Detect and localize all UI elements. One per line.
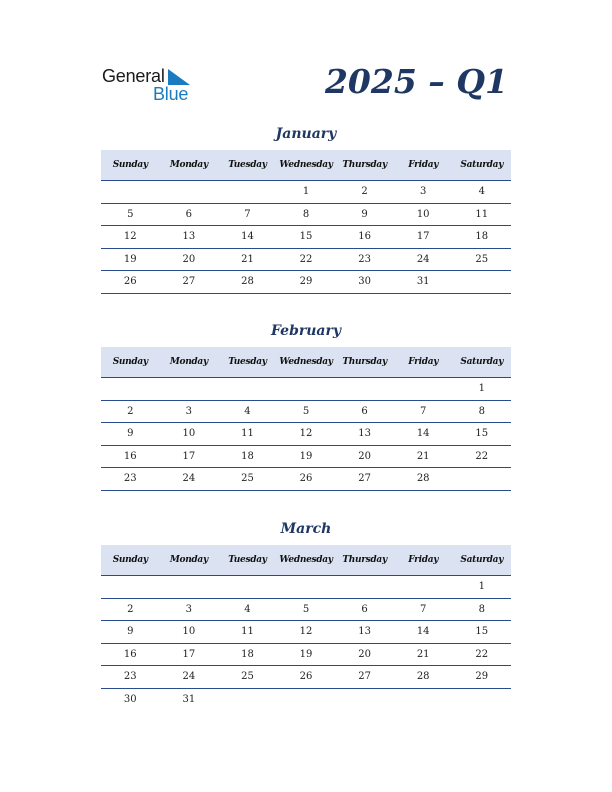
weekday-wednesday: Wednesday bbox=[279, 160, 333, 170]
weekday-friday: Friday bbox=[408, 160, 439, 170]
day-cell bbox=[335, 689, 394, 711]
day-cell bbox=[394, 576, 453, 598]
day-cell: 19 bbox=[299, 648, 313, 660]
day-cell: 17 bbox=[416, 231, 430, 242]
weeks bbox=[101, 181, 511, 294]
day-cell: 4 bbox=[478, 186, 485, 197]
day-cell: 19 bbox=[299, 450, 313, 462]
week-row bbox=[101, 576, 511, 599]
day-cell: 12 bbox=[123, 231, 137, 242]
day-cell bbox=[394, 689, 453, 711]
weekday-tuesday: Tuesday bbox=[228, 160, 267, 170]
day-cell: 14 bbox=[241, 231, 254, 242]
day-cell: 15 bbox=[299, 231, 313, 242]
day-cell: 13 bbox=[358, 428, 371, 439]
day-cell: 25 bbox=[241, 473, 254, 484]
week-row bbox=[101, 401, 511, 424]
day-cell: 22 bbox=[475, 450, 489, 462]
day-cell: 5 bbox=[302, 405, 310, 417]
day-cell: 10 bbox=[416, 208, 430, 220]
day-cell: 21 bbox=[416, 450, 430, 462]
day-cell: 30 bbox=[358, 276, 371, 287]
day-cell: 24 bbox=[416, 253, 430, 265]
day-cell: 13 bbox=[358, 626, 371, 637]
day-cell bbox=[218, 576, 277, 598]
day-cell: 2 bbox=[127, 405, 134, 417]
weekday-wednesday: Wednesday bbox=[279, 357, 333, 367]
logo-flag-icon bbox=[168, 69, 190, 85]
month-name: February bbox=[270, 323, 341, 339]
week-row bbox=[101, 271, 511, 294]
week-row bbox=[101, 621, 511, 644]
day-cell: 19 bbox=[123, 253, 137, 265]
weekday-thursday: Thursday bbox=[342, 555, 387, 565]
day-cell: 27 bbox=[182, 276, 196, 287]
day-cell: 21 bbox=[241, 253, 254, 265]
day-cell bbox=[101, 576, 160, 598]
day-cell: 18 bbox=[241, 648, 254, 660]
day-cell: 12 bbox=[299, 626, 313, 637]
week-row bbox=[101, 378, 511, 401]
day-cell: 22 bbox=[299, 253, 313, 265]
week-row bbox=[101, 249, 511, 272]
week-row bbox=[101, 204, 511, 227]
day-cell: 5 bbox=[302, 603, 310, 615]
day-cell: 28 bbox=[416, 473, 430, 484]
day-cell: 8 bbox=[302, 208, 310, 220]
day-cell: 12 bbox=[299, 428, 313, 439]
weekday-sunday: Sunday bbox=[112, 160, 148, 170]
day-cell: 10 bbox=[182, 626, 196, 637]
day-cell: 1 bbox=[478, 581, 485, 592]
day-cell: 1 bbox=[478, 383, 485, 394]
day-cell: 13 bbox=[182, 231, 196, 242]
day-cell: 20 bbox=[358, 450, 371, 462]
day-cell bbox=[394, 378, 453, 400]
week-row bbox=[101, 226, 511, 249]
day-cell: 4 bbox=[244, 603, 251, 615]
day-cell: 23 bbox=[123, 473, 137, 484]
logo-general-text: General bbox=[102, 66, 165, 86]
day-cell: 18 bbox=[241, 450, 254, 462]
day-cell: 6 bbox=[185, 208, 193, 220]
day-cell bbox=[277, 689, 336, 711]
day-cell: 31 bbox=[416, 276, 430, 287]
weekday-thursday: Thursday bbox=[342, 357, 387, 367]
day-cell: 28 bbox=[241, 276, 254, 287]
day-cell: 17 bbox=[182, 450, 196, 462]
day-cell: 10 bbox=[182, 428, 196, 439]
day-cell: 27 bbox=[358, 671, 371, 682]
day-cell: 3 bbox=[419, 186, 427, 197]
weekday-saturday: Saturday bbox=[460, 160, 504, 170]
day-cell bbox=[101, 181, 160, 203]
day-cell bbox=[218, 378, 277, 400]
day-cell bbox=[452, 689, 511, 711]
month-february bbox=[101, 320, 511, 491]
weekday-thursday: Thursday bbox=[342, 160, 387, 170]
day-cell: 28 bbox=[416, 671, 430, 682]
weekday-monday: Monday bbox=[169, 357, 208, 367]
day-cell bbox=[101, 378, 160, 400]
day-cell: 22 bbox=[475, 648, 489, 660]
day-cell: 6 bbox=[361, 603, 368, 615]
day-cell: 8 bbox=[478, 603, 485, 615]
day-cell bbox=[160, 378, 219, 400]
day-cell: 4 bbox=[244, 405, 251, 417]
week-row bbox=[101, 181, 511, 204]
day-cell: 11 bbox=[475, 208, 489, 220]
day-cell: 24 bbox=[182, 473, 196, 484]
weekday-tuesday: Tuesday bbox=[228, 357, 267, 367]
day-cell: 21 bbox=[416, 648, 430, 660]
day-cell: 2 bbox=[361, 186, 368, 197]
day-cell bbox=[277, 378, 336, 400]
day-cell bbox=[335, 576, 394, 598]
day-cell: 7 bbox=[244, 208, 251, 220]
week-row bbox=[101, 468, 511, 491]
week-row bbox=[101, 423, 511, 446]
weekday-header bbox=[101, 545, 511, 576]
weekday-header bbox=[101, 347, 511, 378]
day-cell: 30 bbox=[123, 693, 137, 705]
weekday-sunday: Sunday bbox=[112, 555, 148, 565]
day-cell: 24 bbox=[182, 671, 196, 682]
month-january bbox=[101, 123, 511, 294]
day-cell: 14 bbox=[416, 428, 430, 439]
day-cell: 11 bbox=[241, 626, 254, 637]
day-cell: 9 bbox=[127, 428, 134, 439]
weekday-wednesday: Wednesday bbox=[279, 555, 333, 565]
day-cell: 16 bbox=[358, 231, 371, 242]
day-cell: 26 bbox=[299, 671, 313, 682]
week-row bbox=[101, 446, 511, 469]
day-cell: 9 bbox=[127, 626, 134, 637]
week-row bbox=[101, 689, 511, 711]
day-cell: 8 bbox=[478, 405, 485, 417]
day-cell bbox=[452, 271, 511, 293]
day-cell: 26 bbox=[299, 473, 313, 484]
logo-blue-text: Blue bbox=[153, 84, 189, 104]
day-cell: 16 bbox=[123, 450, 137, 462]
weekday-tuesday: Tuesday bbox=[228, 555, 267, 565]
day-cell bbox=[452, 468, 511, 490]
day-cell: 9 bbox=[361, 208, 368, 220]
day-cell: 23 bbox=[123, 671, 137, 682]
weekday-header bbox=[101, 150, 511, 181]
weekday-saturday: Saturday bbox=[460, 357, 504, 367]
day-cell: 20 bbox=[182, 253, 196, 265]
weekday-sunday: Sunday bbox=[112, 357, 148, 367]
day-cell bbox=[335, 378, 394, 400]
day-cell: 3 bbox=[185, 603, 193, 615]
day-cell: 31 bbox=[182, 693, 196, 705]
logo bbox=[102, 66, 202, 106]
page-title: 2025 – Q1 bbox=[324, 62, 508, 101]
day-cell: 18 bbox=[475, 231, 489, 242]
day-cell: 26 bbox=[123, 276, 137, 287]
day-cell: 3 bbox=[185, 405, 193, 417]
weekday-monday: Monday bbox=[169, 160, 208, 170]
week-row bbox=[101, 644, 511, 667]
month-march bbox=[101, 518, 511, 710]
day-cell: 23 bbox=[358, 253, 371, 265]
day-cell: 2 bbox=[127, 603, 134, 615]
day-cell: 11 bbox=[241, 428, 254, 439]
day-cell: 15 bbox=[475, 626, 489, 637]
day-cell bbox=[277, 576, 336, 598]
weekday-friday: Friday bbox=[408, 555, 439, 565]
day-cell: 6 bbox=[361, 405, 368, 417]
day-cell: 7 bbox=[419, 405, 427, 417]
weekday-saturday: Saturday bbox=[460, 555, 504, 565]
weeks bbox=[101, 378, 511, 491]
day-cell: 17 bbox=[182, 648, 196, 660]
weekday-friday: Friday bbox=[408, 357, 439, 367]
weekday-monday: Monday bbox=[169, 555, 208, 565]
day-cell bbox=[218, 181, 277, 203]
weeks bbox=[101, 576, 511, 710]
day-cell bbox=[160, 181, 219, 203]
day-cell: 16 bbox=[123, 648, 137, 660]
day-cell: 1 bbox=[302, 186, 310, 197]
week-row bbox=[101, 599, 511, 622]
month-name: March bbox=[280, 521, 332, 537]
day-cell: 14 bbox=[416, 626, 430, 637]
day-cell: 29 bbox=[475, 671, 489, 682]
day-cell: 20 bbox=[358, 648, 371, 660]
month-name: January bbox=[275, 126, 337, 142]
day-cell: 27 bbox=[358, 473, 371, 484]
day-cell: 7 bbox=[419, 603, 427, 615]
day-cell: 5 bbox=[127, 208, 134, 220]
day-cell: 25 bbox=[475, 253, 489, 265]
day-cell: 25 bbox=[241, 671, 254, 682]
week-row bbox=[101, 666, 511, 689]
day-cell: 29 bbox=[299, 276, 313, 287]
day-cell bbox=[160, 576, 219, 598]
day-cell bbox=[218, 689, 277, 711]
day-cell: 15 bbox=[475, 428, 489, 439]
